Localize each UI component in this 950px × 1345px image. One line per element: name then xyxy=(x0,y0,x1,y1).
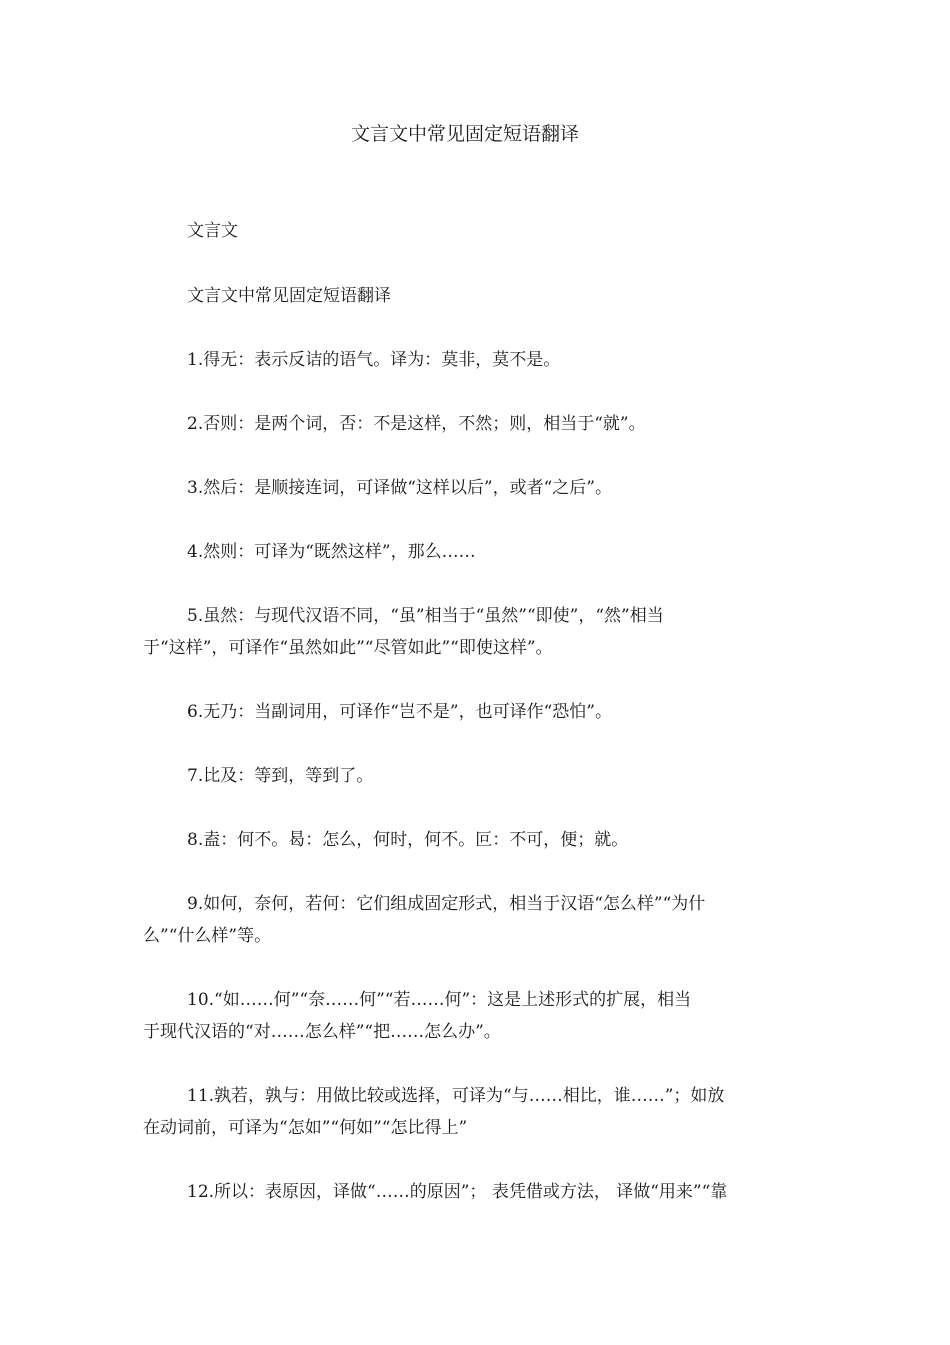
paragraph-item-12: 12.所以：表原因，译做“……的原因”； 表凭借或方法， 译做“用来”“靠 xyxy=(187,1182,728,1202)
paragraph-item-10-cont: 于现代汉语的“对……怎么样”“把……怎么办”。 xyxy=(143,1022,501,1042)
paragraph-item-10: 10.“如……何”“奈……何”“若……何”：这是上述形式的扩展，相当 xyxy=(187,990,692,1010)
paragraph-item-1: 1.得无：表示反诘的语气。译为：莫非，莫不是。 xyxy=(187,350,561,370)
paragraph-item-5: 5.虽然：与现代汉语不同，“虽”相当于“虽然”“即使”，“然”相当 xyxy=(187,606,664,626)
paragraph-item-2: 2.否则：是两个词，否：不是这样，不然；则，相当于“就”。 xyxy=(187,414,646,434)
paragraph-item-9: 9.如何，奈何，若何：它们组成固定形式，相当于汉语“怎么样”“为什 xyxy=(187,894,706,914)
paragraph-item-11: 11.孰若，孰与：用做比较或选择，可译为“与……相比，谁……”；如放 xyxy=(187,1086,725,1106)
paragraph-item-3: 3.然后：是顺接连词，可译做“这样以后”，或者“之后”。 xyxy=(187,478,612,498)
paragraph-item-7: 7.比及：等到，等到了。 xyxy=(187,766,374,786)
paragraph-item-6: 6.无乃：当副词用，可译作“岂不是”，也可译作“恐怕”。 xyxy=(187,702,612,722)
paragraph-item-5-cont: 于“这样”，可译作“虽然如此”“尽管如此”“即使这样”。 xyxy=(143,638,553,658)
paragraph-item-4: 4.然则：可译为“既然这样”，那么…… xyxy=(187,542,476,562)
paragraph-item-9-cont: 么”“什么样”等。 xyxy=(143,926,272,946)
paragraph-subtitle: 文言文中常见固定短语翻译 xyxy=(187,286,391,306)
paragraph-category: 文言文 xyxy=(187,221,238,241)
document-title: 文言文中常见固定短语翻译 xyxy=(350,123,579,145)
paragraph-item-11-cont: 在动词前，可译为“怎如”“何如”“怎比得上” xyxy=(143,1118,468,1138)
paragraph-item-8: 8.盍：何不。曷：怎么，何时，何不。叵：不可，便；就。 xyxy=(187,830,629,850)
